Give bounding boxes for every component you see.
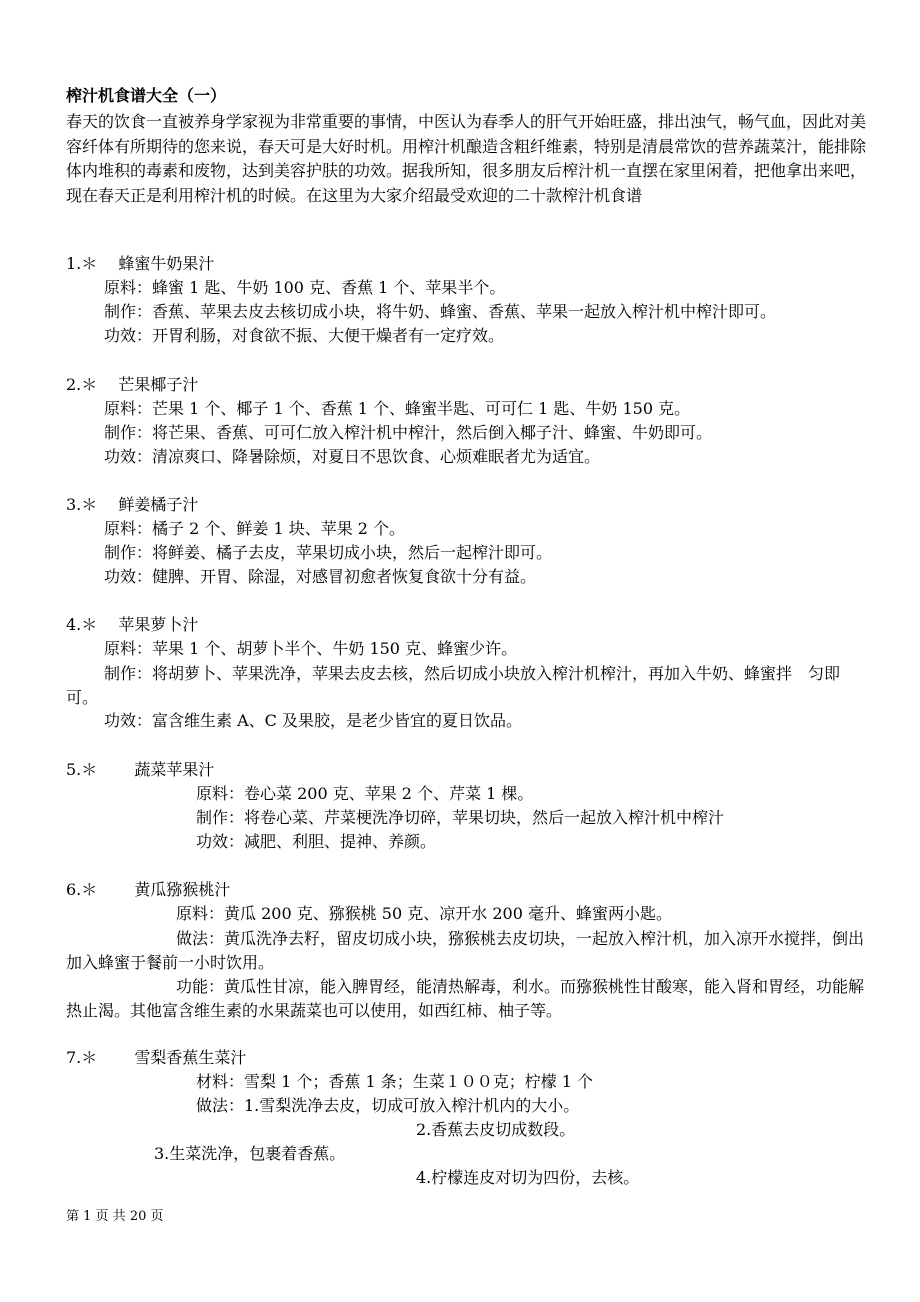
recipe-method: 做法：1.雪梨洗净去皮，切成可放入榨汁机内的大小。 <box>196 1096 580 1115</box>
recipe-heading: 6.＊ 黄瓜猕猴桃汁 <box>66 880 231 899</box>
recipe-ingredients: 原料：黄瓜 200 克、猕猴桃 50 克、凉开水 200 毫升、蜂蜜两小匙。 <box>176 904 672 923</box>
recipe-method: 制作：将胡萝卜、苹果洗净，苹果去皮去核，然后切成小块放入榨汁机榨汁，再加入牛奶、蜂蜜拌 匀即可。 <box>66 664 841 707</box>
recipe-method: 制作：香蕉、苹果去皮去核切成小块，将牛奶、蜂蜜、香蕉、苹果一起放入榨汁机中榨汁即可。 <box>104 302 777 321</box>
recipe-effect: 功效：减肥、利胆、提神、养颜。 <box>196 832 437 851</box>
recipe-effect: 功效：健脾、开胃、除湿，对感冒初愈者恢复食欲十分有益。 <box>104 567 537 586</box>
recipe-ingredients: 原料：蜂蜜 1 匙、牛奶 100 克、香蕉 1 个、苹果半个。 <box>104 278 506 297</box>
footer-suffix: 页 <box>146 1209 164 1224</box>
recipe-heading: 3.＊ 鲜姜橘子汁 <box>66 495 199 514</box>
intro-paragraph: 春天的饮食一直被养身学家视为非常重要的事情，中医认为春季人的肝气开始旺盛，排出浊气，畅气血，因此对美容纤体有所期待的您来说，春天可是大好时机。用榨汁机酿造含粗纤维素，特别是清晨常饮的营养蔬菜汁，能排除体内堆积的毒素和废物，达到美容护肤的功效。据我所知，很多朋友后榨汁机一直摆在家里闲着，把他拿出来吧，现在春天正是利用榨汁机的时候。在这里为大家介绍最受欢迎的二十款榨汁机食谱 <box>66 112 867 205</box>
recipe-ingredients: 原料：橘子 2 个、鲜姜 1 块、苹果 2 个。 <box>104 519 406 538</box>
recipe-heading: 4.＊ 苹果萝卜汁 <box>66 615 199 634</box>
document-title: 榨汁机食谱大全（一） <box>66 86 227 105</box>
total-page-count: 20 <box>129 1209 147 1224</box>
recipe-step: 4.柠檬连皮对切为四份，去核。 <box>416 1168 640 1187</box>
recipe-effect: 功效：富含维生素 A、C 及果胶，是老少皆宜的夏日饮品。 <box>104 711 522 730</box>
page-footer <box>66 1208 164 1226</box>
recipe-effect: 功效：开胃利肠，对食欲不振、大便干燥者有一定疗效。 <box>104 326 505 345</box>
footer-middle: 页 共 <box>91 1209 130 1224</box>
current-page-number: 1 <box>83 1209 92 1224</box>
recipe-heading: 5.＊ 蔬菜苹果汁 <box>66 760 215 779</box>
recipe-method: 做法：黄瓜洗净去籽，留皮切成小块，猕猴桃去皮切块，一起放入榨汁机，加入凉开水搅拌，倒出加入蜂蜜于餐前一小时饮用。 <box>66 929 865 972</box>
recipe-step: 3.生菜洗净，包裹着香蕉。 <box>154 1144 346 1163</box>
recipe-ingredients: 材料：雪梨 1 个；香蕉 1 条；生菜１００克；柠檬 1 个 <box>196 1072 594 1091</box>
recipe-effect: 功能：黄瓜性甘凉，能入脾胃经，能清热解毒，利水。而猕猴桃性甘酸寒，能入肾和胃经，功能解热止渴。其他富含维生素的水果蔬菜也可以使用，如西红柿、柚子等。 <box>66 977 865 1020</box>
recipe-heading: 7.＊ 雪梨香蕉生菜汁 <box>66 1048 247 1067</box>
recipe-method: 制作：将鲜姜、橘子去皮，苹果切成小块，然后一起榨汁即可。 <box>104 543 553 562</box>
footer-prefix: 第 <box>66 1209 84 1224</box>
recipe-heading: 2.＊ 芒果椰子汁 <box>66 375 199 394</box>
recipe-ingredients: 原料：苹果 1 个、胡萝卜半个、牛奶 150 克、蜂蜜少许。 <box>104 639 518 658</box>
recipe-step: 2.香蕉去皮切成数段。 <box>416 1120 576 1139</box>
recipe-heading: 1.＊ 蜂蜜牛奶果汁 <box>66 254 215 273</box>
recipe-effect: 功效：清凉爽口、降暑除烦，对夏日不思饮食、心烦难眠者尤为适宜。 <box>104 447 601 466</box>
recipe-method: 制作：将芒果、香蕉、可可仁放入榨汁机中榨汁，然后倒入椰子汁、蜂蜜、牛奶即可。 <box>104 423 713 442</box>
recipe-ingredients: 原料：卷心菜 200 克、苹果 2 个、芹菜 1 棵。 <box>196 784 534 803</box>
recipe-ingredients: 原料：芒果 1 个、椰子 1 个、香蕉 1 个、蜂蜜半匙、可可仁 1 匙、牛奶 150 克。 <box>104 399 691 418</box>
recipe-method: 制作：将卷心菜、芹菜梗洗净切碎，苹果切块，然后一起放入榨汁机中榨汁 <box>196 808 725 827</box>
